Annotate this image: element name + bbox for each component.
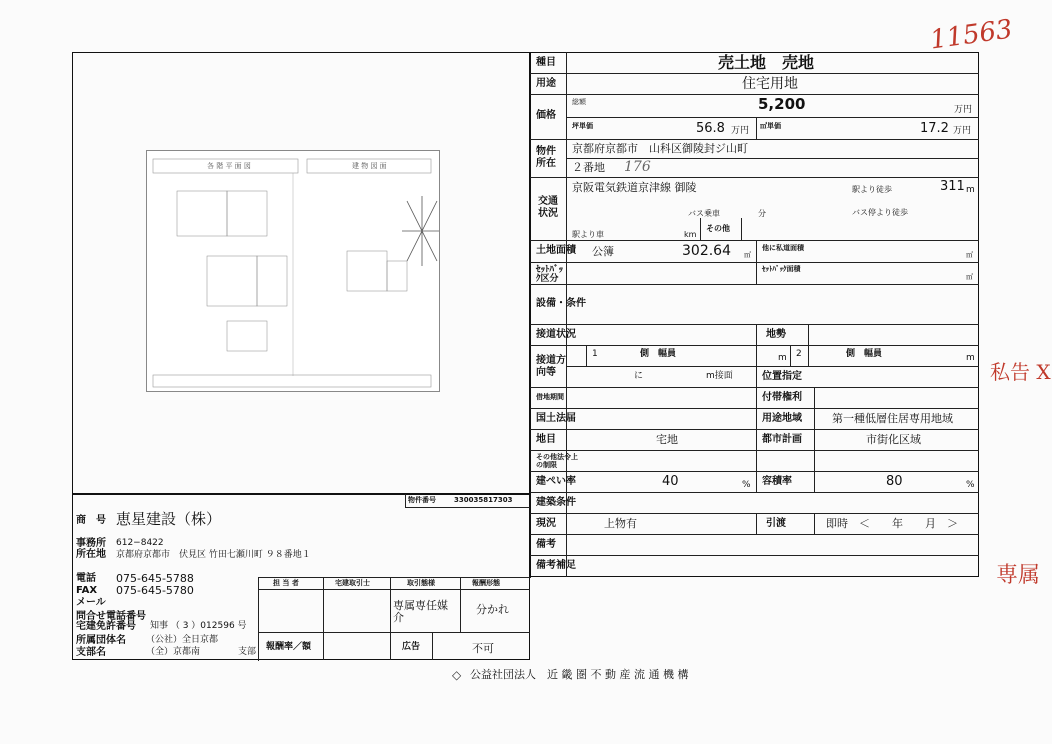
current-value: 上物有 [604, 517, 637, 530]
setback-area-label: ｾｯﾄﾊﾞｯｸ面積 [762, 265, 801, 273]
from-station-label: 駅より車 [572, 230, 604, 239]
type-value: 売土地 売地 [718, 53, 815, 72]
road-contact-label: m接面 [706, 371, 733, 381]
station-walk-label: 駅より徒歩 [852, 185, 892, 194]
land-area-label: 土地面積 [536, 245, 576, 256]
tel-label: 電話 [76, 573, 96, 584]
other-limits-label: その他法令上の制限 [536, 453, 578, 469]
city-plan-value: 市街化区域 [866, 433, 921, 446]
handwritten-lot-number: 176 [624, 159, 651, 175]
tsubo-unit: 万円 [731, 126, 750, 136]
fee-rate-label: 報酬率／額 [266, 642, 312, 652]
location-line-1: 京都府京都市 山科区御陵封ジ山町 [572, 142, 748, 155]
branch-suffix: 支部 [238, 647, 257, 657]
land-area-value: 302.64 [682, 243, 731, 259]
city-plan-label: 都市計画 [762, 434, 802, 445]
plan-caption: 各 階 平 面 図 [207, 162, 251, 170]
road-1-width-label: 側 幅員 [640, 349, 677, 359]
property-number-label: 物件番号 [408, 496, 436, 504]
sqm-price-value: 17.2 [920, 121, 949, 136]
agent-header: 宅建取引士 [335, 579, 370, 587]
national-land-label: 国土法届 [536, 413, 576, 424]
land-area-type: 公簿 [592, 245, 614, 258]
handwritten-doc-number: 11563 [928, 14, 1015, 56]
appendage-label: 付帯権利 [762, 392, 802, 403]
office-label: 事務所所在地 [76, 538, 106, 560]
leasehold-label: 借地期間 [536, 393, 564, 401]
handwritten-note-2: 専属 [996, 563, 1041, 588]
total-unit: 万円 [954, 105, 973, 115]
km-label: km [684, 230, 697, 239]
setback-area-unit: ㎡ [966, 273, 973, 281]
mode-header: 取引態様 [407, 579, 435, 587]
road-status-label: 接道状況 [536, 329, 576, 340]
license-label: 宅建免許番号 [76, 621, 136, 632]
tsubo-label: 坪単価 [572, 122, 593, 130]
remarks-supp-label: 備考補足 [536, 560, 576, 571]
build-condition-label: 建築条件 [536, 497, 576, 508]
handover-value: 即時 ＜ 年 月 ＞ [826, 517, 958, 530]
company-name: 恵星建設（株） [116, 510, 222, 528]
terrain-label: 地勢 [766, 329, 786, 340]
land-category-value: 宅地 [656, 433, 678, 446]
sqm-price-label: ㎡単価 [760, 122, 781, 130]
far-value: 80 [886, 474, 903, 489]
branch-value: （全）京都南 [146, 647, 201, 657]
group-value: （公社）全日京都 [146, 635, 219, 645]
road-ni-label: に [634, 371, 644, 381]
company-name-label: 商 号 [76, 515, 106, 526]
company-address: 京都府京都市 伏見区 竹田七瀬川町 ９８番地１ [116, 550, 311, 560]
bus-walk-label: バス停より徒歩 [852, 208, 908, 217]
station-walk-unit: m [966, 185, 975, 195]
facilities-label: 設備・条件 [536, 298, 586, 309]
fax-number: 075-645-5780 [116, 584, 194, 597]
road-direction-label: 接道方向等 [536, 355, 566, 378]
property-table [530, 52, 979, 577]
land-area-unit: ㎡ [744, 251, 751, 259]
sqm-price-unit: 万円 [953, 126, 972, 136]
staff-header: 担 当 者 [273, 579, 299, 587]
property-number: 330035817303 [454, 496, 513, 504]
coverage-label: 建ぺい率 [536, 476, 576, 487]
current-label: 現況 [536, 518, 556, 529]
private-road-label: 他に私道面積 [762, 244, 804, 252]
footer-logo-icon: ◇ [452, 668, 462, 682]
coverage-value: 40 [662, 474, 679, 489]
road-2-number: 2 [796, 349, 802, 359]
price-label: 価格 [536, 110, 556, 121]
land-category-label: 地目 [536, 434, 556, 445]
contact-tel-label: 問合せ電話番号 [76, 611, 146, 622]
handwritten-note: 私告 X [990, 360, 1051, 384]
total-label: 総額 [572, 98, 586, 106]
bus-ride-label: バス乗車 [688, 209, 720, 218]
location-line-2: ２番地 [572, 161, 605, 174]
handover-label: 引渡 [766, 518, 786, 529]
coverage-unit: % [742, 480, 751, 490]
license-value: 知事 （ 3 ）012596 号 [150, 621, 247, 631]
footer-organization: 公益社団法人 近 畿 圏 不 動 産 流 通 機 構 [470, 668, 689, 681]
use-label: 用途 [536, 78, 556, 89]
access-label: 交通状況 [538, 196, 558, 219]
road-2-width-label: 側 幅員 [846, 349, 883, 359]
tel-number: 075-645-5788 [116, 572, 194, 585]
position-label: 位置指定 [762, 371, 802, 382]
zoning-label: 用途地域 [762, 413, 802, 424]
road-1-number: 1 [592, 349, 598, 359]
location-label: 物件所在 [536, 146, 556, 169]
type-label: 種目 [536, 57, 556, 68]
plan-caption-2: 建 物 図 面 [352, 162, 387, 170]
use-value: 住宅用地 [742, 76, 798, 92]
floor-plan-image [146, 150, 440, 392]
station-walk-value: 311 [940, 179, 965, 194]
total-value: 5,200 [758, 95, 806, 113]
far-label: 容積率 [762, 476, 792, 487]
setback-label: ｾｯﾄﾊﾞｯｸ区分 [536, 265, 564, 284]
mode-value: 専属専任媒介 [393, 599, 448, 624]
access-line: 京阪電気鉄道京津線 御陵 [572, 181, 697, 194]
road-1-unit: m [778, 353, 787, 363]
ad-label: 広告 [402, 642, 421, 652]
fee-value: 分かれ [476, 603, 509, 616]
company-zip: 612−8422 [116, 538, 164, 548]
remarks-label: 備考 [536, 539, 556, 550]
mail-label: メール [76, 597, 106, 608]
far-unit: % [966, 480, 975, 490]
tsubo-value: 56.8 [696, 121, 725, 136]
zoning-value: 第一種低層住居専用地域 [832, 412, 953, 425]
other-access-label: その他 [706, 224, 730, 233]
bus-minutes-label: 分 [758, 209, 766, 218]
road-2-unit: m [966, 353, 975, 363]
fax-label: FAX [76, 585, 98, 596]
group-label: 所属団体名 [76, 635, 126, 646]
fee-header: 報酬形態 [472, 579, 500, 587]
private-road-unit: ㎡ [966, 251, 973, 259]
branch-label: 支部名 [76, 647, 106, 658]
ad-value: 不可 [472, 642, 494, 655]
